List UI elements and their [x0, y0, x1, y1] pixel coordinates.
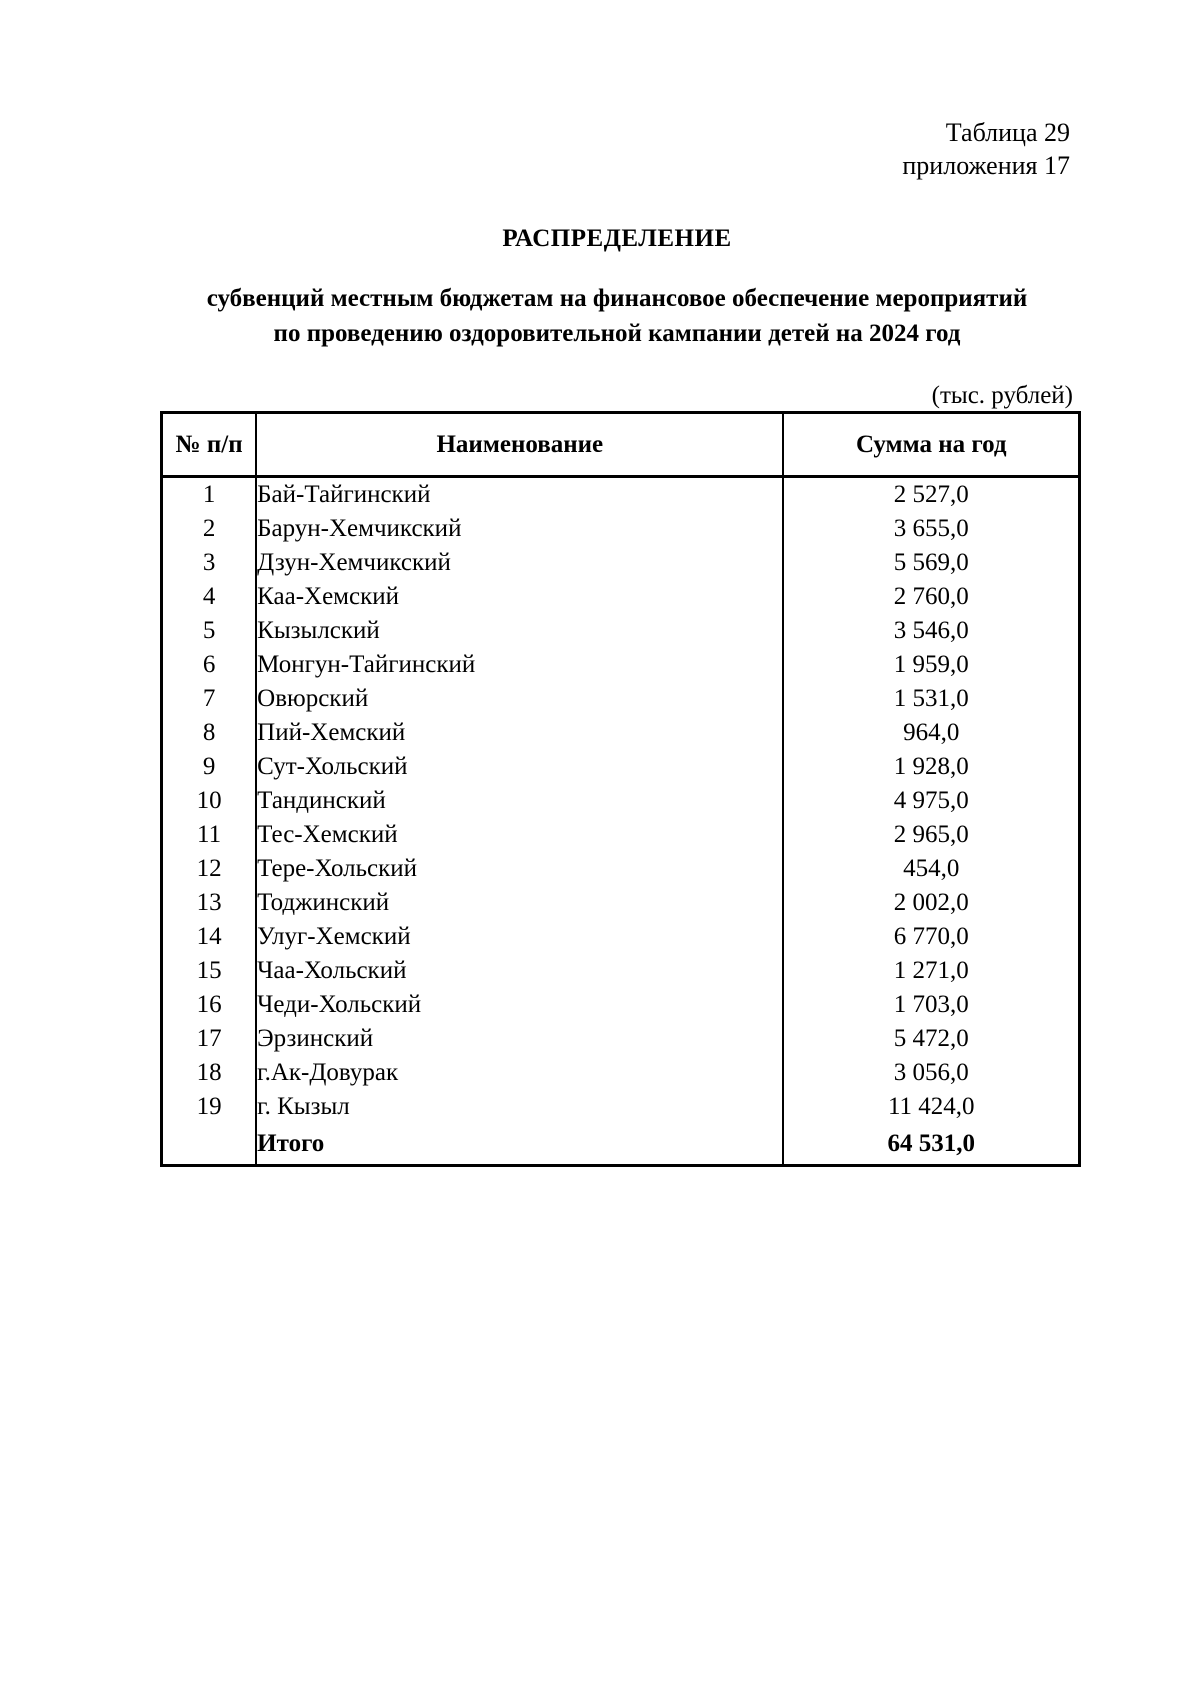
table-row — [162, 1022, 1080, 1056]
row-number: 11 — [162, 818, 257, 852]
annual-amount: 2 002,0 — [783, 886, 1079, 920]
district-name: Тоджинский — [256, 886, 783, 920]
district-name: Тес-Хемский — [256, 818, 783, 852]
row-number: 8 — [162, 716, 257, 750]
table-row — [162, 886, 1080, 920]
appendix-number: приложения 17 — [902, 151, 1070, 180]
table-row — [162, 818, 1080, 852]
row-number: 10 — [162, 784, 257, 818]
district-name: Сут-Хольский — [256, 750, 783, 784]
district-name: Эрзинский — [256, 1022, 783, 1056]
subtitle-line-2: по проведению оздоровительной кампании детей на 2024 год — [273, 320, 961, 347]
table-row — [162, 614, 1080, 648]
table-number: Таблица 29 — [945, 118, 1070, 147]
row-number: 19 — [162, 1090, 257, 1124]
table-row — [162, 682, 1080, 716]
unit-label: (тыс. рублей) — [931, 382, 1073, 409]
district-name: Чаа-Хольский — [256, 954, 783, 988]
district-name: г. Кызыл — [256, 1090, 783, 1124]
table-row — [162, 648, 1080, 682]
document-subtitle — [0, 281, 1200, 351]
row-number: 1 — [162, 477, 257, 513]
row-number: 6 — [162, 648, 257, 682]
table-row — [162, 784, 1080, 818]
district-name: г.Ак-Довурак — [256, 1056, 783, 1090]
row-number: 16 — [162, 988, 257, 1022]
district-name: Монгун-Тайгинский — [256, 648, 783, 682]
table-body — [162, 477, 1080, 1166]
district-name: Улуг-Хемский — [256, 920, 783, 954]
row-number: 13 — [162, 886, 257, 920]
document-title: РАСПРЕДЕЛЕНИЕ — [502, 225, 732, 252]
table-row — [162, 852, 1080, 886]
row-number: 15 — [162, 954, 257, 988]
column-header-name: Наименование — [256, 413, 783, 477]
district-name: Пий-Хемский — [256, 716, 783, 750]
row-number: 12 — [162, 852, 257, 886]
annual-amount: 1 959,0 — [783, 648, 1079, 682]
annual-amount: 2 760,0 — [783, 580, 1079, 614]
district-name: Тандинский — [256, 784, 783, 818]
total-amount: 64 531,0 — [783, 1124, 1079, 1166]
district-name: Каа-Хемский — [256, 580, 783, 614]
row-number: 2 — [162, 512, 257, 546]
column-header-number: № п/п — [162, 413, 257, 477]
table-row — [162, 477, 1080, 513]
district-name: Барун-Хемчикский — [256, 512, 783, 546]
row-number: 9 — [162, 750, 257, 784]
row-number: 7 — [162, 682, 257, 716]
total-empty-cell — [162, 1124, 257, 1166]
table-header-row — [162, 413, 1080, 477]
subtitle-line-1: субвенций местным бюджетам на финансовое обеспечение мероприятий — [206, 285, 1028, 312]
district-name: Тере-Хольский — [256, 852, 783, 886]
table-row — [162, 988, 1080, 1022]
row-number: 5 — [162, 614, 257, 648]
annual-amount: 1 928,0 — [783, 750, 1079, 784]
annual-amount: 11 424,0 — [783, 1090, 1079, 1124]
annual-amount: 5 569,0 — [783, 546, 1079, 580]
column-header-sum: Сумма на год — [783, 413, 1079, 477]
table-row — [162, 750, 1080, 784]
total-label: Итого — [256, 1124, 783, 1166]
table-row — [162, 1090, 1080, 1124]
table-row — [162, 954, 1080, 988]
table-row — [162, 716, 1080, 750]
annual-amount: 3 655,0 — [783, 512, 1079, 546]
row-number: 17 — [162, 1022, 257, 1056]
annual-amount: 2 965,0 — [783, 818, 1079, 852]
district-name: Бай-Тайгинский — [256, 477, 783, 513]
table-row — [162, 512, 1080, 546]
district-name: Дзун-Хемчикский — [256, 546, 783, 580]
annual-amount: 4 975,0 — [783, 784, 1079, 818]
row-number: 14 — [162, 920, 257, 954]
table-row — [162, 1056, 1080, 1090]
table-row — [162, 546, 1080, 580]
district-name: Чеди-Хольский — [256, 988, 783, 1022]
table-row — [162, 580, 1080, 614]
annual-amount: 1 703,0 — [783, 988, 1079, 1022]
row-number: 18 — [162, 1056, 257, 1090]
annual-amount: 3 056,0 — [783, 1056, 1079, 1090]
district-name: Кызылский — [256, 614, 783, 648]
annual-amount: 454,0 — [783, 852, 1079, 886]
annual-amount: 6 770,0 — [783, 920, 1079, 954]
annual-amount: 3 546,0 — [783, 614, 1079, 648]
district-name: Овюрский — [256, 682, 783, 716]
annual-amount: 5 472,0 — [783, 1022, 1079, 1056]
total-row — [162, 1124, 1080, 1166]
table-reference — [902, 116, 1070, 182]
table-row — [162, 920, 1080, 954]
row-number: 3 — [162, 546, 257, 580]
annual-amount: 2 527,0 — [783, 477, 1079, 513]
annual-amount: 964,0 — [783, 716, 1079, 750]
distribution-table — [160, 411, 1081, 1167]
annual-amount: 1 271,0 — [783, 954, 1079, 988]
row-number: 4 — [162, 580, 257, 614]
annual-amount: 1 531,0 — [783, 682, 1079, 716]
